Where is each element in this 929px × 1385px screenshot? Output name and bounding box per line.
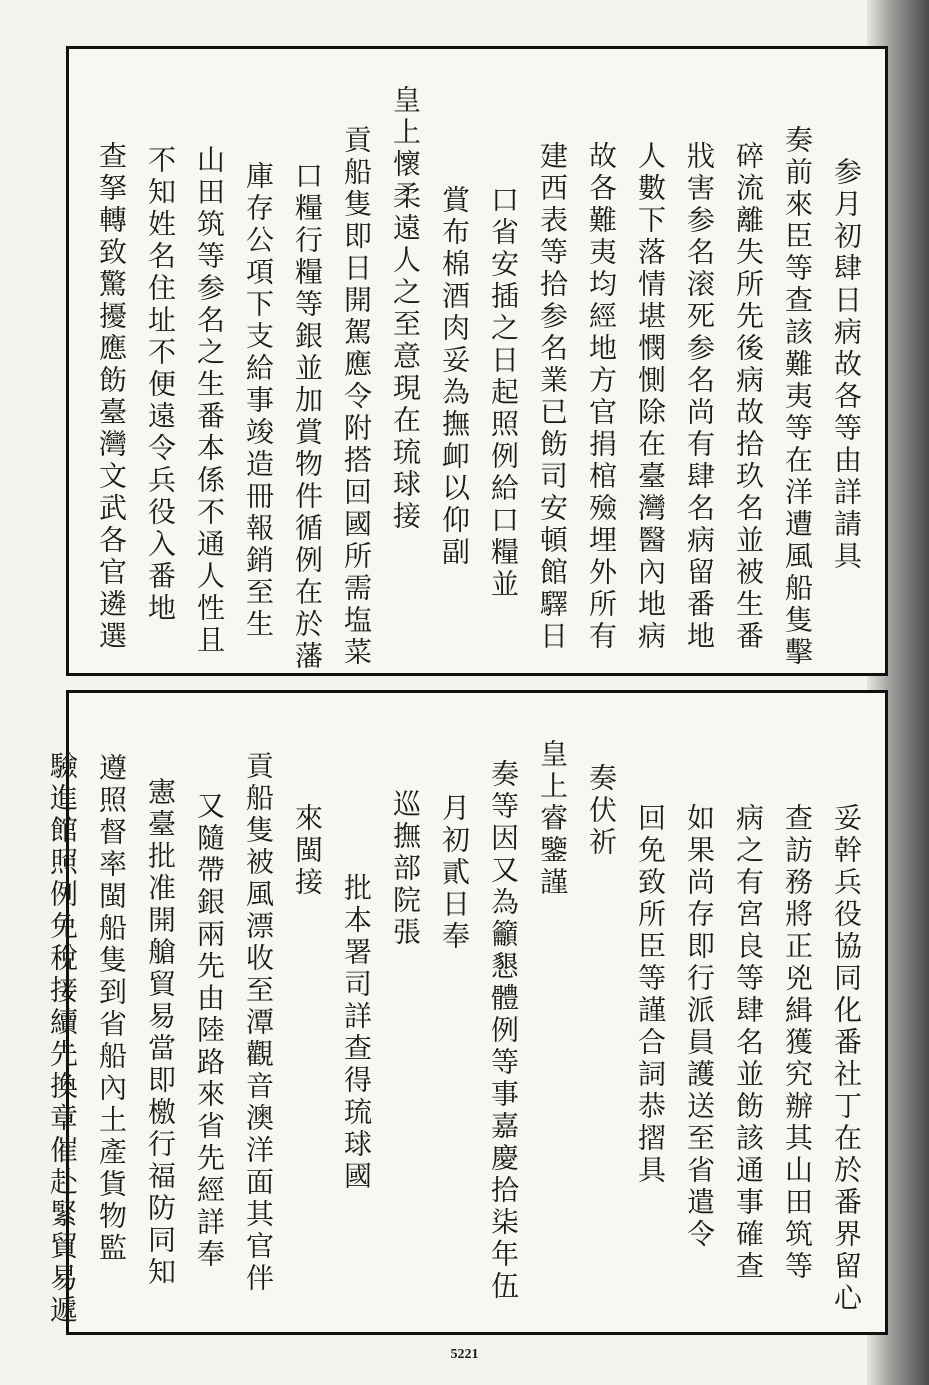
text-column: 查訪務將正兇緝獲究辦其山田筑等 [781, 803, 814, 1283]
text-column: 口糧行糧等銀並加賞物件循例在於藩 [291, 161, 324, 673]
text-column: 人數下落情堪憫惻除在臺灣醫內地病 [634, 141, 667, 653]
text-column: 查拏轉致驚擾應飭臺灣文武各官遴選 [95, 141, 128, 653]
text-columns-bottom [46, 693, 885, 1332]
text-column: 参月初肆日病故各等由詳請具 [830, 157, 863, 573]
text-column: 奏等因又為籲懇體例等事嘉慶拾柒年伍 [487, 759, 520, 1303]
text-column: 遵照督率閩船隻到省船內土產貨物監 [95, 753, 128, 1265]
text-column: 批本署司詳查得琉球國 [340, 873, 373, 1193]
text-column: 貢船隻被風漂收至潭觀音澳洋面其官伴 [242, 751, 275, 1295]
text-column: 來閩接 [291, 803, 324, 899]
text-column: 碎流離失所先後病故拾玖名並被生番 [732, 141, 765, 653]
text-column: 皇上睿鑒謹 [536, 739, 569, 899]
text-column: 貢船隻即日開駕應令附搭回國所需塩菜 [340, 125, 373, 669]
text-column: 不知姓名住址不便遠令兵役入番地 [144, 145, 177, 625]
text-column: 戕害参名滚死参名尚有肆名病留番地 [683, 141, 716, 653]
text-column: 賞布棉酒肉妥為撫卹以仰副 [438, 185, 471, 569]
page-number: 5221 [450, 1347, 479, 1362]
document-panel-top [66, 46, 888, 676]
text-column: 庫存公項下支給事竣造冊報銷至生 [242, 161, 275, 641]
text-column: 如果尚存即行派員護送至省遣令 [683, 803, 716, 1251]
text-column: 口省安插之日起照例給口糧並 [487, 185, 520, 601]
text-column: 驗進館照例免稅接續先換章催赴緊貿易遞 [46, 751, 79, 1327]
text-column: 妥幹兵役協同化番社丁在於番界留心 [830, 803, 863, 1315]
text-column: 故各難夷均經地方官捐棺殮埋外所有 [585, 141, 618, 653]
text-column: 憲臺批准開艙貿易當即檄行福防同知 [144, 777, 177, 1289]
text-column: 建西表等拾参名業已飭司安頓館驛日 [536, 141, 569, 653]
text-column: 月初貳日奉 [438, 793, 471, 953]
text-column: 病之有宮良等肆名並飭該通事確查 [732, 803, 765, 1283]
text-column: 奏伏祈 [585, 763, 618, 859]
text-column: 又隨帶銀兩先由陸路來省先經詳奉 [193, 791, 226, 1271]
text-column: 山田筑等参名之生番本係不通人性且 [193, 145, 226, 657]
text-column: 巡撫部院張 [389, 789, 422, 949]
text-column: 回免致所臣等謹合詞恭摺具 [634, 803, 667, 1187]
text-columns-top [69, 49, 885, 673]
text-column: 皇上懷柔遠人之至意現在琉球接 [389, 85, 422, 533]
document-panel-bottom [46, 690, 888, 1335]
text-column: 奏前來臣等查該難夷等在洋遭風船隻擊 [781, 125, 814, 669]
